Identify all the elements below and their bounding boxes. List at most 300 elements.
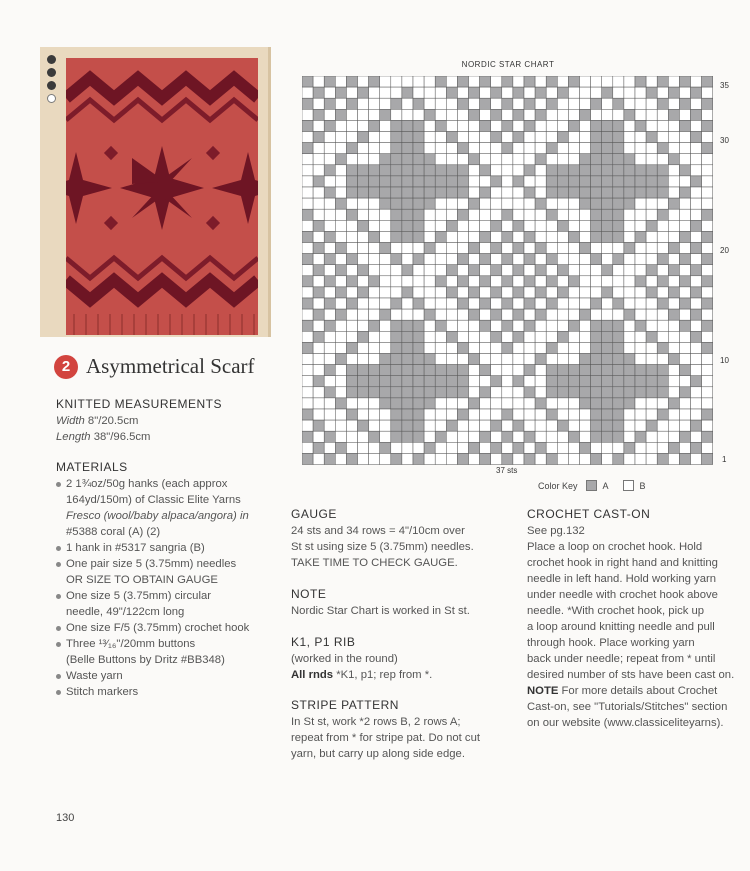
chart-cell [535,376,546,387]
chart-cell [313,287,324,298]
chart-cell [557,342,568,353]
swatch-b-icon [623,480,634,491]
chart-cell [380,209,391,220]
chart-cell [546,331,557,342]
chart-cell [424,98,435,109]
chart-cell [491,309,502,320]
chart-cell [613,187,624,198]
chart-cell [668,120,679,131]
chart-cell [391,409,402,420]
chart-cell [369,298,380,309]
chart-cell [313,309,324,320]
chart-cell [691,120,702,131]
chart-cell [624,109,635,120]
chart-cell [657,154,668,165]
chart-cell [480,320,491,331]
chart-cell [346,187,357,198]
chart-cell [424,365,435,376]
chart-cell [480,276,491,287]
chart-cell [591,442,602,453]
chart-cell [613,220,624,231]
chart-cell [568,409,579,420]
chart-cell [313,209,324,220]
chart-cell [502,309,513,320]
chart-cell [502,265,513,276]
chart-cell [480,154,491,165]
chart-cell [346,243,357,254]
chart-cell [524,431,535,442]
chart-cell [557,320,568,331]
chart-cell [513,76,524,87]
chart-cell [480,187,491,198]
chart-cell [502,254,513,265]
chart-cell [335,154,346,165]
chart-cell [568,265,579,276]
chart-cell [424,276,435,287]
chart-cell [679,220,690,231]
chart-cell [591,87,602,98]
chart-cell [557,76,568,87]
chart-cell [613,209,624,220]
chart-cell [679,165,690,176]
chart-cell [557,287,568,298]
chart-cell [358,76,369,87]
chart-cell [613,176,624,187]
chart-cell [358,420,369,431]
chart-cell [613,420,624,431]
chart-cell [591,320,602,331]
chart-cell [446,387,457,398]
chart-cell [380,431,391,442]
chart-cell [679,231,690,242]
chart-cell [346,376,357,387]
chart-cell [524,309,535,320]
chart-cell [546,220,557,231]
chart-cell [435,198,446,209]
chart-cell [380,287,391,298]
chart-cell [435,254,446,265]
chart-cell [524,442,535,453]
chart-cell [624,331,635,342]
chart-cell [568,132,579,143]
chart-cell [702,265,713,276]
chart-cell [302,431,313,442]
chart-cell [524,387,535,398]
chart-cell [657,276,668,287]
chart-cell [635,309,646,320]
chart-cell [302,132,313,143]
chart-cell [535,342,546,353]
chart-cell [502,298,513,309]
gauge-section [291,507,511,571]
chart-cell [346,442,357,453]
chart-cell [324,331,335,342]
chart-cell [580,109,591,120]
chart-cell [624,298,635,309]
chart-cell [535,143,546,154]
chart-cell [524,420,535,431]
chart-cell [469,220,480,231]
chart-cell [557,276,568,287]
chart-cell [491,420,502,431]
chart-cell [691,220,702,231]
chart-cell [491,209,502,220]
chart-cell [613,309,624,320]
chart-cell [491,154,502,165]
chart-cell [402,143,413,154]
chart-cell [580,243,591,254]
chart-cell [380,143,391,154]
chart-cell [491,243,502,254]
chart-cell [491,187,502,198]
chart-cell [591,276,602,287]
chart-cell [469,98,480,109]
chart-cell [535,76,546,87]
chart-cell [580,398,591,409]
chart-cell [668,76,679,87]
chart-cell [324,276,335,287]
chart-cell [469,331,480,342]
chart-cell [668,365,679,376]
chart-cell [668,331,679,342]
chart-cell [491,320,502,331]
chart-cell [535,132,546,143]
chart-cell [391,243,402,254]
chart-cell [369,287,380,298]
chart-cell [358,165,369,176]
chart-cell [369,420,380,431]
chart-cell [313,231,324,242]
chart-cell [380,98,391,109]
chart-cell [524,453,535,464]
chart-cell [535,298,546,309]
chart-cell [380,420,391,431]
chart-cell [302,220,313,231]
chart-cell [546,387,557,398]
chart-cell [457,231,468,242]
cast-on-line: crochet hook in right hand and knitting [527,557,718,569]
chart-cell [324,231,335,242]
chart-cell [679,365,690,376]
chart-cell [679,109,690,120]
chart-cell [657,98,668,109]
chart-cell [657,87,668,98]
chart-cell [546,243,557,254]
chart-cell [358,365,369,376]
chart-cell [402,187,413,198]
chart-cell [513,376,524,387]
chart-cell [457,420,468,431]
chart-cell [469,209,480,220]
chart-cell [668,453,679,464]
chart-cell [513,276,524,287]
chart-cell [335,365,346,376]
chart-cell [702,276,713,287]
stripe-heading: STRIPE PATTERN [291,698,399,712]
chart-cell [380,154,391,165]
chart-cell [580,365,591,376]
chart-cell [535,87,546,98]
chart-cell [668,276,679,287]
chart-cell [480,254,491,265]
chart-cell [568,254,579,265]
chart-cell [557,309,568,320]
chart-cell [391,331,402,342]
chart-cell [491,331,502,342]
chart-cell [646,420,657,431]
chart-cell [557,442,568,453]
chart-cell [380,342,391,353]
chart-cell [568,176,579,187]
chart-cell [668,243,679,254]
chart-cell [491,365,502,376]
chart-cell [591,453,602,464]
chart-cell [502,398,513,409]
chart-cell [535,365,546,376]
chart-cell [413,442,424,453]
chart-cell [657,132,668,143]
chart-cell [346,120,357,131]
chart-cell [591,143,602,154]
chart-cell [657,453,668,464]
chart-cell [691,176,702,187]
chart-cell [469,265,480,276]
chart-cell [546,309,557,320]
chart-cell [702,109,713,120]
chart-cell [624,143,635,154]
chart-cell [469,342,480,353]
chart-cell [380,231,391,242]
chart-cell [335,120,346,131]
chart-cell [691,76,702,87]
chart-cell [457,87,468,98]
chart-cell [557,98,568,109]
chart-cell [491,409,502,420]
chart-cell [335,187,346,198]
chart-cell [602,109,613,120]
chart-cell [702,409,713,420]
chart-cell [469,143,480,154]
chart-cell [502,320,513,331]
chart-cell [691,387,702,398]
chart-cell [513,431,524,442]
chart-cell [679,320,690,331]
chart-cell [480,198,491,209]
chart-cell [546,342,557,353]
cast-on-note-line-3: on our website (www.classiceliteyarns). [527,717,724,729]
chart-cell [613,365,624,376]
chart-cell [580,154,591,165]
chart-cell [435,120,446,131]
chart-cell [335,409,346,420]
chart-cell [358,276,369,287]
chart-cell [380,309,391,320]
chart-cell [369,276,380,287]
chart-cell [302,265,313,276]
chart-cell [502,87,513,98]
chart-cell [657,165,668,176]
materials-item-line: Stitch markers [56,684,286,700]
chart-cell [546,76,557,87]
chart-cell [313,187,324,198]
chart-cell [413,287,424,298]
chart-cell [413,309,424,320]
chart-cell [324,165,335,176]
chart-cell [568,109,579,120]
chart-cell [557,376,568,387]
chart-cell [324,342,335,353]
chart-cell [613,243,624,254]
chart-cell [457,298,468,309]
chart-cell [513,309,524,320]
chart-cell [391,254,402,265]
chart-cell [469,420,480,431]
chart-cell [380,298,391,309]
chart-cell [702,87,713,98]
chart-cell [469,176,480,187]
chart-cell [580,220,591,231]
chart-cell [568,331,579,342]
chart-cell [491,287,502,298]
chart-cell [591,176,602,187]
chart-cell [580,276,591,287]
chart-cell [424,376,435,387]
chart-cell [557,231,568,242]
chart-cell [469,87,480,98]
chart-cell [313,87,324,98]
chart-cell [469,243,480,254]
chart-cell [358,143,369,154]
chart-cell [691,342,702,353]
chart-cell [657,376,668,387]
chart-cell [358,154,369,165]
chart-cell [302,442,313,453]
chart-cell [557,143,568,154]
chart-cell [313,354,324,365]
chart-cell [613,132,624,143]
cast-on-line: desired number of sts have been cast on. [527,669,735,681]
chart-cell [591,309,602,320]
chart-cell [535,231,546,242]
chart-cell [524,198,535,209]
chart-cell [457,254,468,265]
chart-cell [369,387,380,398]
chart-cell [435,154,446,165]
chart-cell [635,320,646,331]
materials-item-line: Three ¹³⁄₁₆"/20mm buttons [56,636,286,652]
chart-cell [635,365,646,376]
chart-cell [502,231,513,242]
chart-cell [702,220,713,231]
chart-cell [413,143,424,154]
chart-cell [424,320,435,331]
chart-cell [402,409,413,420]
chart-cell [302,320,313,331]
chart-cell [679,342,690,353]
chart-cell [646,320,657,331]
chart-cell [568,143,579,154]
chart-cell [513,453,524,464]
chart-cell [613,87,624,98]
chart-cell [391,354,402,365]
chart-cell [635,220,646,231]
chart-cell [646,331,657,342]
chart-cell [380,453,391,464]
chart-cell [668,409,679,420]
chart-cell [624,398,635,409]
stripe-line-3: yarn, but carry up along side edge. [291,748,465,760]
chart-cell [591,398,602,409]
chart-cell [302,254,313,265]
chart-cell [602,398,613,409]
chart-cell [413,220,424,231]
chart-cell [424,331,435,342]
materials-heading: MATERIALS [56,460,128,474]
chart-cell [568,398,579,409]
chart-cell [513,143,524,154]
chart-cell [524,120,535,131]
chart-cell [380,442,391,453]
chart-cell [435,231,446,242]
chart-cell [346,231,357,242]
chart-cell [446,254,457,265]
chart-cell [513,154,524,165]
chart-cell [502,387,513,398]
chart-cell [446,187,457,198]
materials-item-line: Fresco (wool/baby alpaca/angora) in [66,510,249,522]
swatch-a-icon [586,480,597,491]
chart-cell [568,154,579,165]
chart-cell [691,287,702,298]
chart-cell [302,331,313,342]
chart-cell [457,287,468,298]
chart-cell [502,342,513,353]
chart-cell [635,87,646,98]
chart-cell [391,132,402,143]
chart-cell [646,220,657,231]
chart-cell [535,453,546,464]
chart-cell [657,298,668,309]
chart-cell [324,442,335,453]
chart-cell [646,376,657,387]
chart-cell [324,298,335,309]
chart-cell [457,165,468,176]
chart-cell [491,387,502,398]
chart-cell [324,398,335,409]
chart-cell [624,365,635,376]
chart-cell [657,76,668,87]
chart-cell [491,165,502,176]
chart-cell [469,154,480,165]
chart-cell [391,76,402,87]
chart-cell [380,354,391,365]
page-number: 130 [56,812,75,824]
chart-cell [502,187,513,198]
chart-cell [457,376,468,387]
chart-cell [402,398,413,409]
chart-cell [602,176,613,187]
chart-cell [613,387,624,398]
chart-cell [557,354,568,365]
chart-cell [324,431,335,442]
chart-cell [635,409,646,420]
note-text: Nordic Star Chart is worked in St st. [291,605,470,617]
chart-cell [380,187,391,198]
chart-cell [679,298,690,309]
chart-cell [635,342,646,353]
chart-cell [346,298,357,309]
chart-cell [435,220,446,231]
